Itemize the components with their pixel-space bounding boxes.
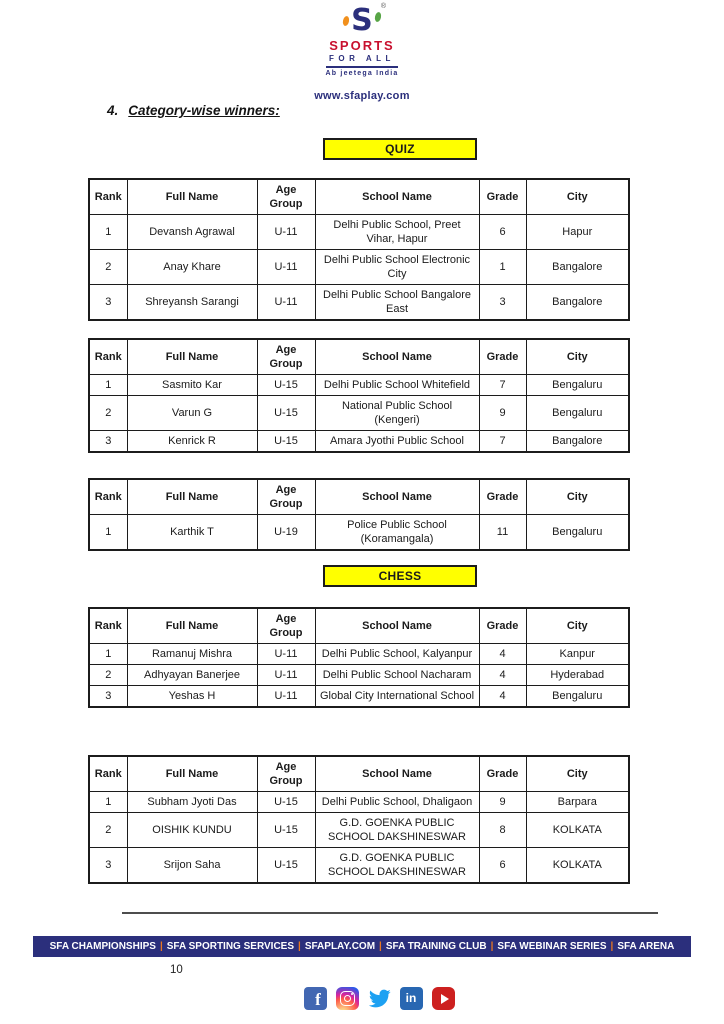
youtube-icon[interactable]	[432, 987, 455, 1010]
footer-separator: |	[490, 941, 494, 952]
table-row	[89, 396, 629, 431]
cell: Subham Jyoti Das	[127, 792, 257, 813]
cell: KOLKATA	[526, 848, 629, 884]
cell: 3	[89, 431, 127, 453]
page-number: 10	[170, 964, 183, 976]
column-header: Age Group	[257, 608, 315, 644]
footer-link[interactable]: SFA TRAINING CLUB	[385, 941, 487, 952]
social-links	[17, 987, 724, 1010]
header-row	[89, 179, 629, 215]
cell: 4	[479, 644, 526, 665]
cell: 1	[89, 792, 127, 813]
category-banner: CHESS	[323, 565, 477, 587]
cell: Bengaluru	[526, 396, 629, 431]
column-header: Rank	[89, 756, 127, 792]
cell: 1	[89, 644, 127, 665]
cell: Shreyansh Sarangi	[127, 285, 257, 321]
logo-orange-dot	[342, 15, 350, 26]
cell: 3	[89, 686, 127, 708]
cell: Delhi Public School Electronic City	[315, 250, 479, 285]
cell: Varun G	[127, 396, 257, 431]
winners-table	[88, 338, 630, 453]
column-header: School Name	[315, 339, 479, 375]
cell: Kenrick R	[127, 431, 257, 453]
page-header	[0, 3, 724, 102]
column-header: Rank	[89, 179, 127, 215]
winners-table	[88, 607, 630, 708]
footer-link[interactable]: SFAPLAY.COM	[304, 941, 376, 952]
table-row	[89, 686, 629, 708]
website-link[interactable]: www.sfaplay.com	[314, 90, 410, 102]
cell: Karthik T	[127, 515, 257, 551]
header-row	[89, 756, 629, 792]
cell: National Public School (Kengeri)	[315, 396, 479, 431]
footer-separator: |	[159, 941, 163, 952]
cell: 3	[89, 848, 127, 884]
cell: 4	[479, 686, 526, 708]
cell: Adhyayan Banerjee	[127, 665, 257, 686]
instagram-icon[interactable]	[336, 987, 359, 1010]
section-heading	[107, 103, 280, 118]
winners-table	[88, 178, 630, 321]
cell: 8	[479, 813, 526, 848]
table-row	[89, 644, 629, 665]
winners-table	[88, 755, 630, 884]
column-header: Full Name	[127, 479, 257, 515]
brand-name-sports: SPORTS	[329, 38, 395, 53]
category-banner: QUIZ	[323, 138, 477, 160]
header-row	[89, 479, 629, 515]
cell: U-15	[257, 792, 315, 813]
footer-separator: |	[610, 941, 614, 952]
cell: 7	[479, 375, 526, 396]
cell: KOLKATA	[526, 813, 629, 848]
column-header: Full Name	[127, 339, 257, 375]
table-row	[89, 215, 629, 250]
logo-green-dot	[374, 11, 382, 22]
header-row	[89, 608, 629, 644]
cell: U-15	[257, 396, 315, 431]
column-header: Rank	[89, 608, 127, 644]
column-header: Grade	[479, 179, 526, 215]
table-row	[89, 813, 629, 848]
cell: Bangalore	[526, 431, 629, 453]
cell: Hyderabad	[526, 665, 629, 686]
cell: OISHIK KUNDU	[127, 813, 257, 848]
footer-separator: |	[298, 941, 301, 952]
column-header: City	[526, 179, 629, 215]
table-row	[89, 250, 629, 285]
cell: Srijon Saha	[127, 848, 257, 884]
cell: Devansh Agrawal	[127, 215, 257, 250]
logo-monogram: S	[351, 3, 373, 38]
cell: 9	[479, 792, 526, 813]
cell: 11	[479, 515, 526, 551]
cell: Amara Jyothi Public School	[315, 431, 479, 453]
column-header: Rank	[89, 479, 127, 515]
cell: G.D. GOENKA PUBLIC SCHOOL DAKSHINESWAR	[315, 848, 479, 884]
cell: 6	[479, 215, 526, 250]
table-row	[89, 515, 629, 551]
cell: 1	[89, 375, 127, 396]
cell: 2	[89, 665, 127, 686]
cell: Hapur	[526, 215, 629, 250]
divider-line	[122, 912, 658, 914]
table-row	[89, 285, 629, 321]
brand-tagline: Ab jeetega India	[326, 66, 399, 77]
cell: G.D. GOENKA PUBLIC SCHOOL DAKSHINESWAR	[315, 813, 479, 848]
cell: 6	[479, 848, 526, 884]
brand-name-for-all: FOR ALL	[329, 54, 395, 63]
column-header: School Name	[315, 608, 479, 644]
column-header: Grade	[479, 339, 526, 375]
table-row	[89, 375, 629, 396]
column-header: Rank	[89, 339, 127, 375]
cell: Anay Khare	[127, 250, 257, 285]
cell: Bengaluru	[526, 686, 629, 708]
registered-mark: ®	[380, 3, 386, 10]
column-header: School Name	[315, 479, 479, 515]
cell: Delhi Public School Nacharam	[315, 665, 479, 686]
cell: U-11	[257, 644, 315, 665]
cell: U-11	[257, 665, 315, 686]
sfa-logo-mark	[330, 3, 394, 38]
column-header: School Name	[315, 756, 479, 792]
cell: Kanpur	[526, 644, 629, 665]
column-header: Full Name	[127, 608, 257, 644]
column-header: City	[526, 479, 629, 515]
footer-link[interactable]: SFA CHAMPIONSHIPS	[49, 941, 156, 952]
cell: Bengaluru	[526, 375, 629, 396]
cell: 1	[89, 215, 127, 250]
heading-text: Category-wise winners:	[128, 103, 280, 118]
cell: 1	[479, 250, 526, 285]
cell: U-15	[257, 813, 315, 848]
table-row	[89, 665, 629, 686]
table-row	[89, 848, 629, 884]
column-header: Grade	[479, 608, 526, 644]
cell: Bangalore	[526, 250, 629, 285]
sfa-logo	[320, 3, 405, 77]
column-header: Grade	[479, 479, 526, 515]
cell: U-15	[257, 431, 315, 453]
cell: U-11	[257, 285, 315, 321]
footer-link[interactable]: SFA SPORTING SERVICES	[166, 941, 295, 952]
column-header: Age Group	[257, 479, 315, 515]
cell: Delhi Public School, Dhaligaon	[315, 792, 479, 813]
cell: 2	[89, 813, 127, 848]
cell: Global City International School	[315, 686, 479, 708]
header-row	[89, 339, 629, 375]
cell: Bengaluru	[526, 515, 629, 551]
footer-separator: |	[379, 941, 382, 952]
footer-link[interactable]: SFA ARENA	[617, 941, 675, 952]
cell: 3	[479, 285, 526, 321]
column-header: City	[526, 756, 629, 792]
cell: Delhi Public School Bangalore East	[315, 285, 479, 321]
column-header: Full Name	[127, 179, 257, 215]
cell: U-11	[257, 250, 315, 285]
cell: Police Public School (Koramangala)	[315, 515, 479, 551]
cell: 1	[89, 515, 127, 551]
cell: Delhi Public School, Kalyanpur	[315, 644, 479, 665]
cell: 2	[89, 250, 127, 285]
cell: U-11	[257, 686, 315, 708]
footer-bar	[33, 936, 691, 957]
column-header: Age Group	[257, 179, 315, 215]
cell: Sasmito Kar	[127, 375, 257, 396]
column-header: City	[526, 339, 629, 375]
column-header: Age Group	[257, 756, 315, 792]
winners-table	[88, 478, 630, 551]
cell: Yeshas H	[127, 686, 257, 708]
table-row	[89, 431, 629, 453]
cell: Delhi Public School Whitefield	[315, 375, 479, 396]
cell: U-19	[257, 515, 315, 551]
column-header: Age Group	[257, 339, 315, 375]
cell: U-11	[257, 215, 315, 250]
twitter-icon[interactable]	[368, 987, 391, 1010]
column-header: Grade	[479, 756, 526, 792]
cell: Barpara	[526, 792, 629, 813]
cell: U-15	[257, 375, 315, 396]
cell: 7	[479, 431, 526, 453]
instagram-camera-glyph	[340, 991, 355, 1006]
footer-link[interactable]: SFA WEBINAR SERIES	[497, 941, 607, 952]
cell: Bangalore	[526, 285, 629, 321]
cell: 9	[479, 396, 526, 431]
column-header: City	[526, 608, 629, 644]
table-row	[89, 792, 629, 813]
linkedin-icon[interactable]	[400, 987, 423, 1010]
content	[88, 138, 628, 928]
cell: U-15	[257, 848, 315, 884]
heading-number: 4.	[107, 103, 119, 118]
cell: Ramanuj Mishra	[127, 644, 257, 665]
column-header: School Name	[315, 179, 479, 215]
column-header: Full Name	[127, 756, 257, 792]
facebook-icon[interactable]	[304, 987, 327, 1010]
cell: 2	[89, 396, 127, 431]
cell: Delhi Public School, Preet Vihar, Hapur	[315, 215, 479, 250]
cell: 4	[479, 665, 526, 686]
cell: 3	[89, 285, 127, 321]
